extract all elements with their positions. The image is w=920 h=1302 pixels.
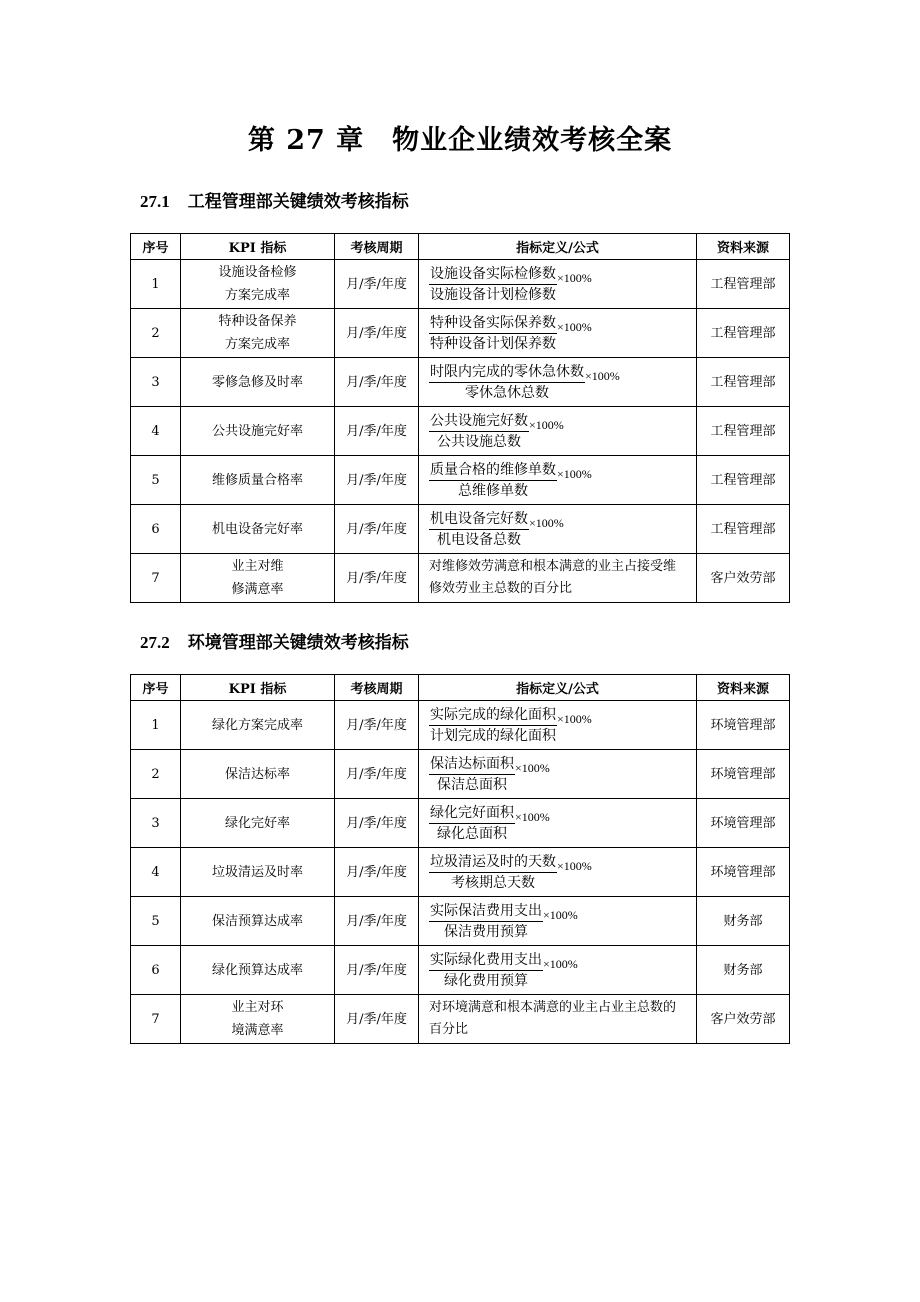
header-row <box>131 234 790 260</box>
kpi-name <box>181 456 335 505</box>
table-row <box>131 358 790 407</box>
chapter-title: 第 27 章 物业企业绩效考核全案 <box>247 125 673 156</box>
kpi-name <box>181 309 335 358</box>
kpi-name-line: 零修急修及时率 <box>211 374 303 390</box>
row-number: 7 <box>131 554 181 603</box>
kpi-name <box>181 750 335 799</box>
row-number: 4 <box>131 407 181 456</box>
formula-denominator: 设施设备计划检修数 <box>430 286 556 303</box>
formula-fraction <box>429 754 515 795</box>
kpi-name-line: 保洁达标率 <box>224 766 290 782</box>
formula-fraction <box>429 264 557 305</box>
formula-numerator: 公共设施完好数 <box>429 411 529 432</box>
data-source: 工程管理部 <box>697 358 790 407</box>
formula-numerator: 实际完成的绿化面积 <box>429 705 557 726</box>
formula-numerator: 设施设备实际检修数 <box>429 264 557 285</box>
formula-fraction <box>429 509 529 550</box>
formula-denominator: 公共设施总数 <box>437 433 521 450</box>
section-heading <box>140 187 409 212</box>
period: 月/季/年度 <box>335 799 419 848</box>
row-number: 7 <box>131 995 181 1044</box>
kpi-name-line: 境满意率 <box>231 1023 284 1038</box>
formula-denominator: 机电设备总数 <box>437 531 521 548</box>
formula-multiplier: ×100% <box>557 466 592 481</box>
kpi-name-line: 保洁预算达成率 <box>211 913 303 929</box>
formula-numerator: 质量合格的维修单数 <box>429 460 557 481</box>
row-number: 1 <box>131 260 181 309</box>
row-number: 4 <box>131 848 181 897</box>
section-number: 27.1 <box>140 192 170 211</box>
formula-denominator: 绿化费用预算 <box>444 972 528 989</box>
formula-fraction <box>429 460 557 501</box>
period: 月/季/年度 <box>335 358 419 407</box>
table-row <box>131 260 790 309</box>
formula-multiplier: ×100% <box>557 711 592 726</box>
column-header: 指标定义/公式 <box>419 234 697 260</box>
formula-multiplier: ×100% <box>557 270 592 285</box>
column-header: 考核周期 <box>335 234 419 260</box>
period: 月/季/年度 <box>335 554 419 603</box>
formula-denominator: 考核期总天数 <box>451 874 535 891</box>
formula-numerator: 垃圾清运及时的天数 <box>429 852 557 873</box>
data-source: 工程管理部 <box>697 407 790 456</box>
definition <box>419 407 697 456</box>
kpi-name <box>181 260 335 309</box>
table-row <box>131 505 790 554</box>
formula-multiplier: ×100% <box>515 760 550 775</box>
data-source: 环境管理部 <box>697 799 790 848</box>
formula-fraction <box>429 705 557 746</box>
formula-multiplier: ×100% <box>557 858 592 873</box>
period: 月/季/年度 <box>335 407 419 456</box>
formula-multiplier: ×100% <box>543 907 578 922</box>
row-number: 6 <box>131 946 181 995</box>
formula-multiplier: ×100% <box>585 368 620 383</box>
data-source: 客户效劳部 <box>697 554 790 603</box>
formula-numerator: 实际绿化费用支出 <box>429 950 543 971</box>
period: 月/季/年度 <box>335 995 419 1044</box>
definition <box>419 358 697 407</box>
table-row <box>131 407 790 456</box>
formula-denominator: 特种设备计划保养数 <box>430 335 556 352</box>
row-number: 1 <box>131 701 181 750</box>
kpi-table-environment <box>130 674 790 1044</box>
row-number: 2 <box>131 750 181 799</box>
row-number: 5 <box>131 897 181 946</box>
definition-text: 对环境满意和根本满意的业主占业主总数的百分比 <box>429 1000 677 1037</box>
table-row <box>131 946 790 995</box>
period: 月/季/年度 <box>335 750 419 799</box>
table-row <box>131 799 790 848</box>
header-row <box>131 675 790 701</box>
row-number: 5 <box>131 456 181 505</box>
table-row <box>131 750 790 799</box>
data-source: 环境管理部 <box>697 750 790 799</box>
period: 月/季/年度 <box>335 946 419 995</box>
table-row <box>131 554 790 603</box>
formula-numerator: 机电设备完好数 <box>429 509 529 530</box>
period: 月/季/年度 <box>335 260 419 309</box>
data-source: 财务部 <box>697 897 790 946</box>
formula-denominator: 绿化总面积 <box>437 825 507 842</box>
data-source: 工程管理部 <box>697 309 790 358</box>
formula-denominator: 保洁费用预算 <box>444 923 528 940</box>
kpi-name-line: 方案完成率 <box>224 288 290 303</box>
column-header: 指标定义/公式 <box>419 675 697 701</box>
data-source: 客户效劳部 <box>697 995 790 1044</box>
section-title: 环境管理部关键绩效考核指标 <box>187 633 409 653</box>
formula-multiplier: ×100% <box>529 515 564 530</box>
kpi-name-line: 方案完成率 <box>224 337 290 352</box>
definition <box>419 799 697 848</box>
formula-numerator: 时限内完成的零休急休数 <box>429 362 585 383</box>
formula-numerator: 特种设备实际保养数 <box>429 313 557 334</box>
data-source: 财务部 <box>697 946 790 995</box>
section-title: 工程管理部关键绩效考核指标 <box>187 192 409 212</box>
data-source: 工程管理部 <box>697 456 790 505</box>
table-row <box>131 897 790 946</box>
kpi-name-line: 修满意率 <box>231 582 284 597</box>
period: 月/季/年度 <box>335 505 419 554</box>
kpi-name <box>181 554 335 603</box>
definition <box>419 848 697 897</box>
kpi-name <box>181 701 335 750</box>
table-row <box>131 309 790 358</box>
kpi-name-line: 机电设备完好率 <box>211 521 303 537</box>
section-number: 27.2 <box>140 633 170 652</box>
definition <box>419 505 697 554</box>
kpi-name-line: 公共设施完好率 <box>211 423 303 439</box>
formula-multiplier: ×100% <box>529 417 564 432</box>
definition <box>419 456 697 505</box>
period: 月/季/年度 <box>335 897 419 946</box>
definition <box>419 554 697 603</box>
kpi-name-line: 垃圾清运及时率 <box>211 864 303 880</box>
column-header: 资料来源 <box>697 675 790 701</box>
kpi-name-line: 绿化方案完成率 <box>211 717 303 733</box>
kpi-name <box>181 505 335 554</box>
definition <box>419 309 697 358</box>
row-number: 3 <box>131 799 181 848</box>
formula-fraction <box>429 852 557 893</box>
period: 月/季/年度 <box>335 848 419 897</box>
formula-fraction <box>429 950 543 991</box>
formula-numerator: 实际保洁费用支出 <box>429 901 543 922</box>
formula-fraction <box>429 362 585 403</box>
column-header: 序号 <box>131 675 181 701</box>
row-number: 2 <box>131 309 181 358</box>
data-source: 环境管理部 <box>697 701 790 750</box>
column-header: 资料来源 <box>697 234 790 260</box>
period: 月/季/年度 <box>335 309 419 358</box>
definition <box>419 750 697 799</box>
definition <box>419 701 697 750</box>
data-source: 工程管理部 <box>697 505 790 554</box>
section-heading <box>140 628 409 653</box>
formula-multiplier: ×100% <box>515 809 550 824</box>
kpi-name <box>181 848 335 897</box>
formula-denominator: 保洁总面积 <box>437 776 507 793</box>
kpi-table-engineering <box>130 233 790 603</box>
formula-fraction <box>429 803 515 844</box>
kpi-name <box>181 358 335 407</box>
kpi-name-line: 维修质量合格率 <box>211 472 303 488</box>
data-source: 工程管理部 <box>697 260 790 309</box>
column-header: KPI 指标 <box>181 675 335 701</box>
formula-fraction <box>429 901 543 942</box>
formula-multiplier: ×100% <box>557 319 592 334</box>
definition <box>419 897 697 946</box>
formula-numerator: 绿化完好面积 <box>429 803 515 824</box>
definition-text: 对维修效劳满意和根本满意的业主占接受维修效劳业主总数的百分比 <box>429 559 677 596</box>
kpi-name-line: 绿化预算达成率 <box>211 962 303 978</box>
kpi-name <box>181 897 335 946</box>
definition <box>419 946 697 995</box>
kpi-name <box>181 995 335 1044</box>
formula-denominator: 总维修单数 <box>458 482 528 499</box>
column-header: 序号 <box>131 234 181 260</box>
formula-fraction <box>429 411 529 452</box>
formula-fraction <box>429 313 557 354</box>
table-row <box>131 701 790 750</box>
table-row <box>131 995 790 1044</box>
definition <box>419 260 697 309</box>
kpi-name-line: 业主对维 <box>231 559 284 574</box>
kpi-name-line: 设施设备检修 <box>218 265 297 280</box>
formula-denominator: 计划完成的绿化面积 <box>430 727 556 744</box>
kpi-name-line: 特种设备保养 <box>218 314 297 329</box>
formula-denominator: 零休急休总数 <box>465 384 549 401</box>
kpi-name <box>181 407 335 456</box>
kpi-name-line: 业主对环 <box>231 1000 284 1015</box>
row-number: 3 <box>131 358 181 407</box>
column-header: KPI 指标 <box>181 234 335 260</box>
column-header: 考核周期 <box>335 675 419 701</box>
data-source: 环境管理部 <box>697 848 790 897</box>
kpi-name-line: 绿化完好率 <box>224 815 290 831</box>
table-row <box>131 848 790 897</box>
table-row <box>131 456 790 505</box>
kpi-name <box>181 799 335 848</box>
definition <box>419 995 697 1044</box>
kpi-name <box>181 946 335 995</box>
formula-numerator: 保洁达标面积 <box>429 754 515 775</box>
period: 月/季/年度 <box>335 456 419 505</box>
row-number: 6 <box>131 505 181 554</box>
period: 月/季/年度 <box>335 701 419 750</box>
formula-multiplier: ×100% <box>543 956 578 971</box>
